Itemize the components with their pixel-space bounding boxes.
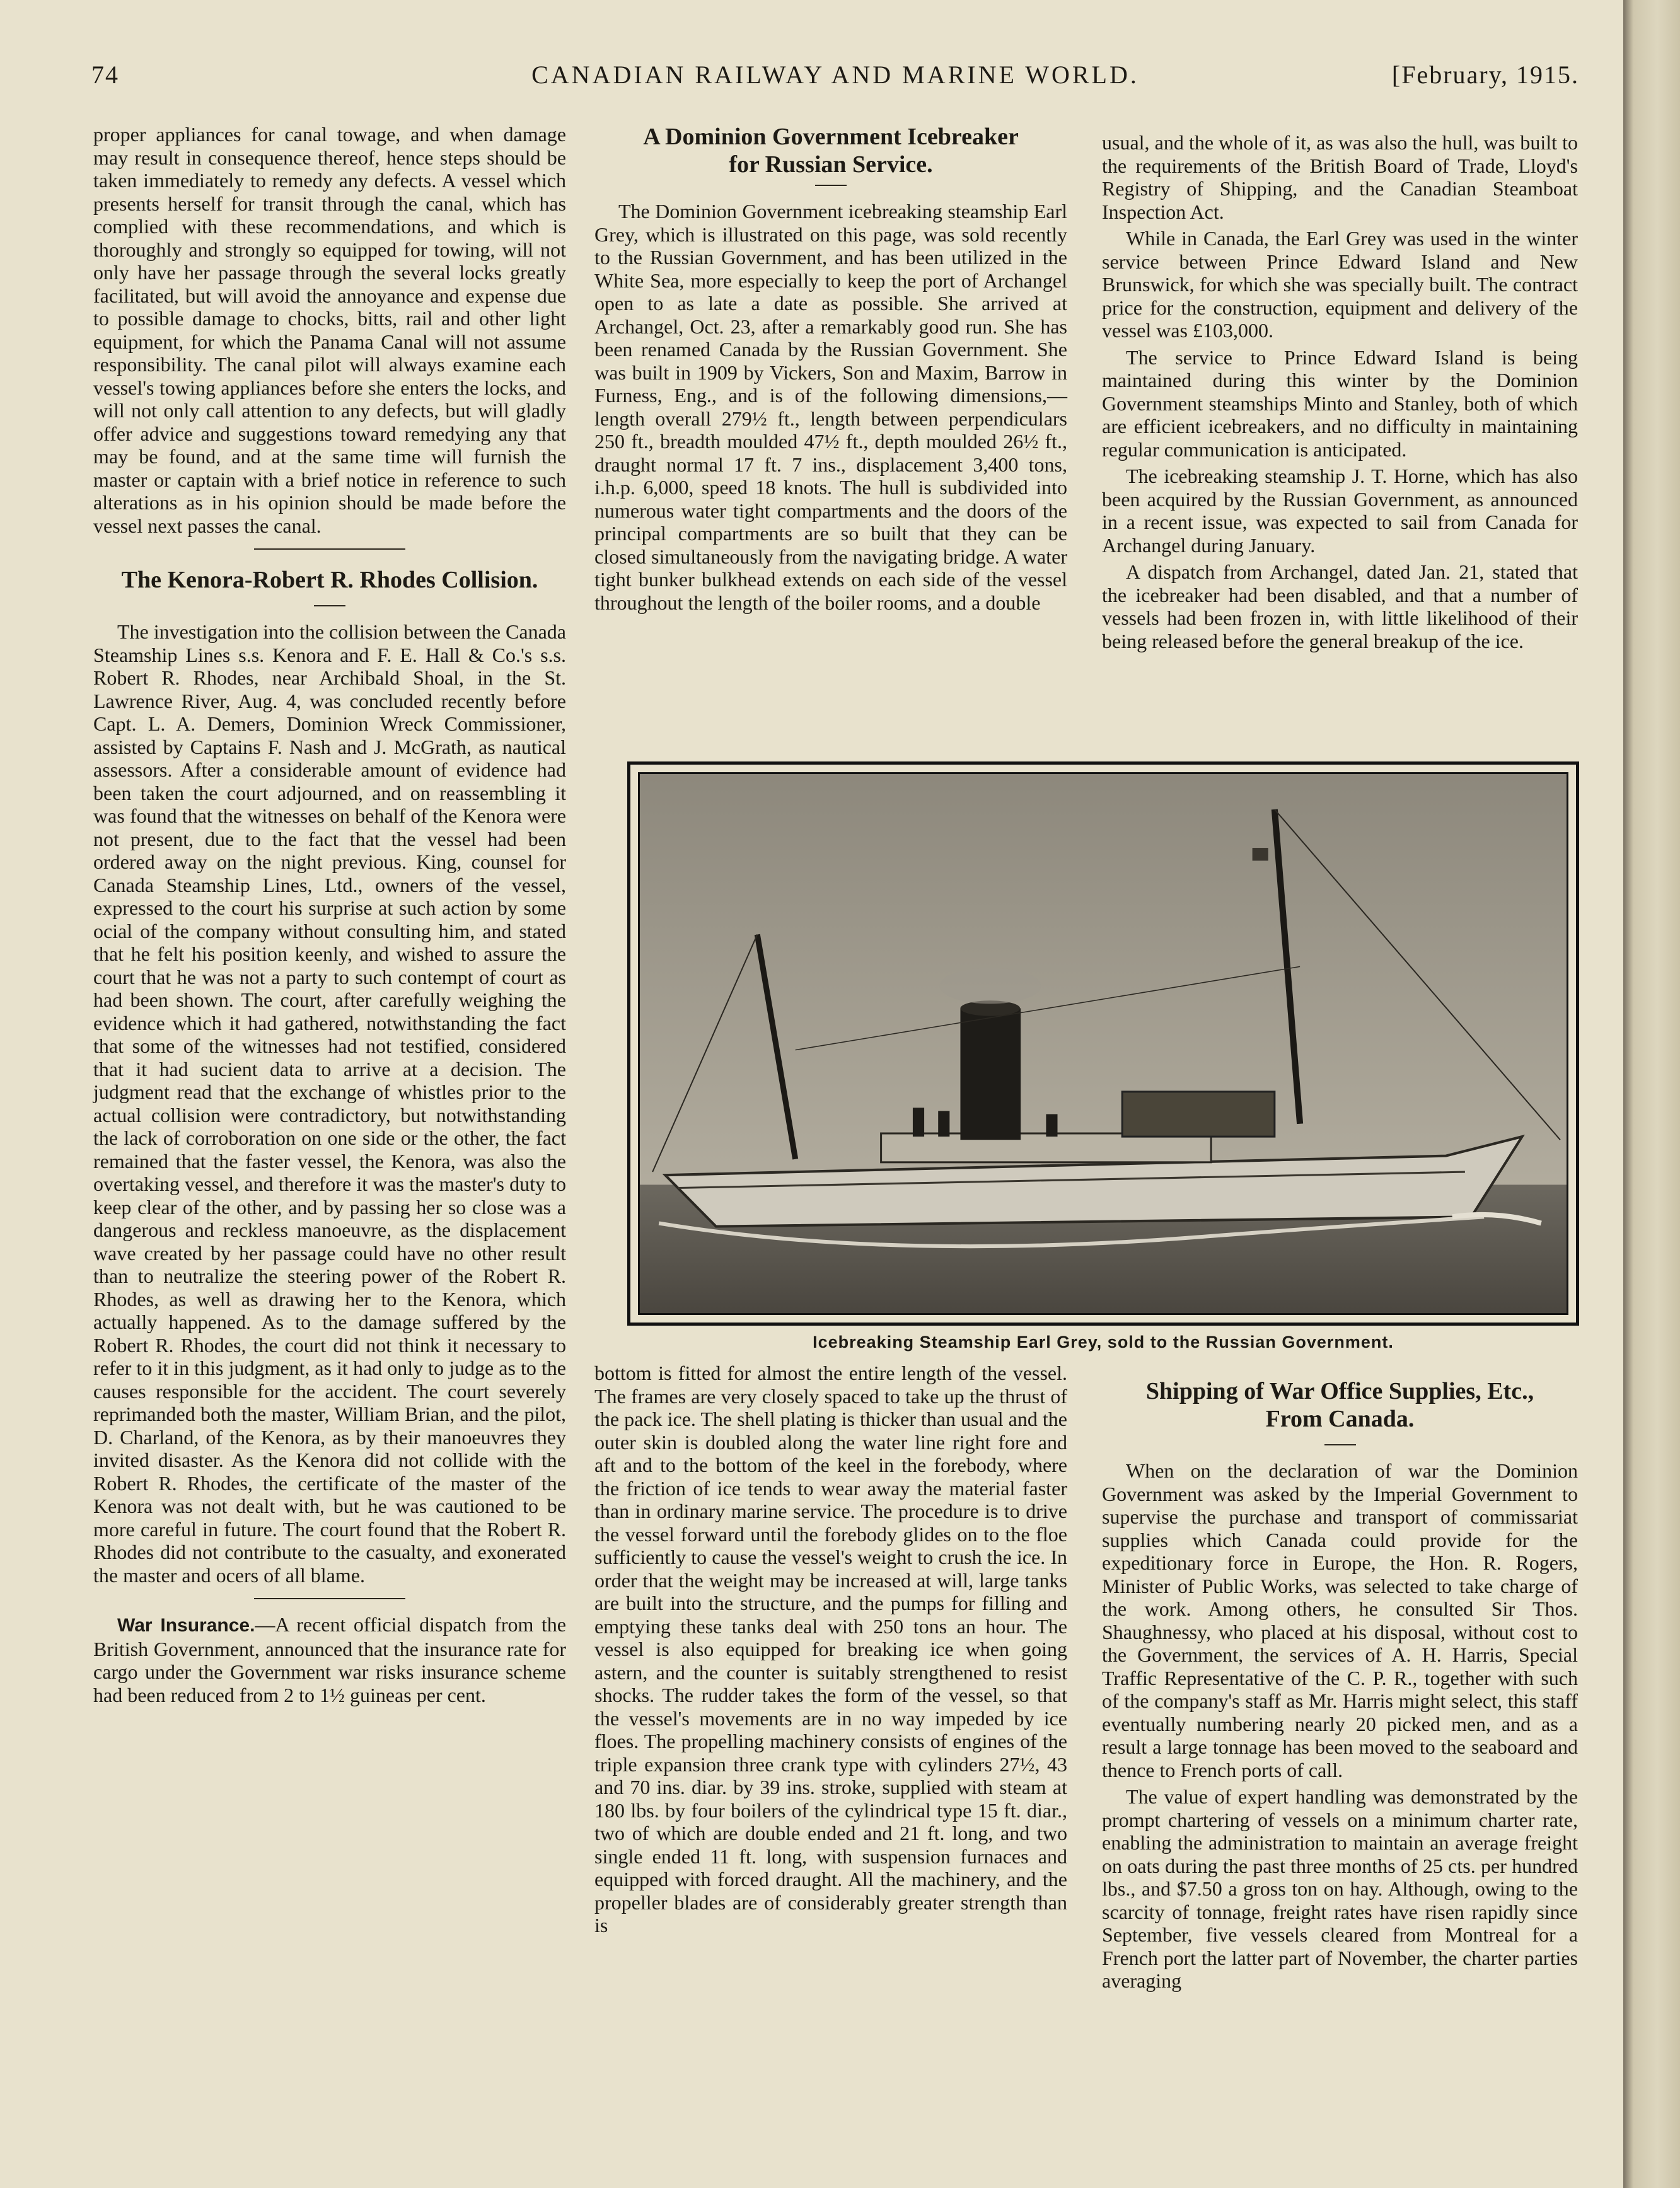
page-number: 74 xyxy=(91,61,119,89)
shipping-heading-line1: Shipping of War Office Supplies, Etc., xyxy=(1145,1378,1534,1404)
ship-photo-frame xyxy=(627,761,1579,1326)
icebreaker-para-3d: The icebreaking steamship J. T. Horne, which has also been acquired by the Russian Government, as announced in a recent issue, was expected to sail from Canada for Archangel during January. xyxy=(1102,465,1578,557)
shipping-heading xyxy=(1102,1377,1578,1433)
shipping-para-1: When on the declaration of war the Dominion Government was asked by the Imperial Government to supervise the purchase and transport of commissariat supplies which Canada could provide for the expeditionary force in Europe, the Hon. R. Rogers, Minister of Public Works, was selected to take charge of the work. Among others, he consulted Sir Thos. Shaughnessy, who placed at his disposal, without cost to the Government, the services of A. H. Harris, Special Traffic Representative of the C. P. R., together with such of the company's staff as Mr. Harris might select, this staff eventually numbering nearly 20 picked men, and as a result a large tonnage has been moved to the seaboard and thence to French ports of call. xyxy=(1102,1459,1578,1781)
icebreaker-heading-line1: A Dominion Government Icebreaker xyxy=(643,124,1019,150)
issue-date: [February, 1915. xyxy=(1391,61,1579,89)
section-divider xyxy=(254,1598,405,1599)
ship-photo xyxy=(638,772,1568,1315)
icebreaker-para-1: The Dominion Government icebreaking steamship Earl Grey, which is illustrated on this page, was sold recently to the Russian Government, and has been utilized in the White Sea, more especially to keep the port of Archangel open to as late a date as possible. She arrived at Archangel, Oct. 23, after a remarkably good run. She has been renamed Canada by the Russian Government. She was built in 1909 by Vickers, Son and Maxim, Barrow in Furness, Eng., and is of the following dimensions,—length overall 279½ ft., length between perpendiculars 250 ft., breadth moulded 47½ ft., depth moulded 26½ ft., draught normal 17 ft. 7 ins., displacement 3,400 tons, i.h.p. 6,000, speed 18 knots. The hull is subdivided into numerous water tight compartments and the doors of the principal compartments are so built that they can be closed simultaneously from the navigating bridge. A water tight bunker bulkhead extends on each side of the vessel throughout the length of the boiler rooms, and a double xyxy=(594,200,1067,614)
shipping-article xyxy=(1102,1377,1578,1996)
photo-caption: Icebreaking Steamship Earl Grey, sold to the Russian Government. xyxy=(813,1333,1394,1352)
kenora-text: The investigation into the collision between the Canada Steamship Lines s.s. Kenora and F. E. Hall & Co.'s s.s. Robert R. Rhodes, near Archibald Shoal, in the St. Lawrence River, Aug. 4, was concluded recently before Capt. L. A. Demers, Dominion Wreck Commissioner, assisted by Captains F. Nash and J. McGrath, as nautical assessors. After a considerable amount of evidence had been taken the court adjourned, and on reassembling it was found that the witnesses on behalf of the Kenora were not present, due to the fact that the vessel had been ordered away on the night previous. King, counsel for Canada Steamship Lines, Ltd., owners of the vessel, expressed to the court his surprise at such action by some ocial of the company without consulting him, and stated that he felt his position keenly, and wished to assure the court that he was not a party to such contempt of court as had been shown. The court, after carefully weighing the evidence which it had gathered, notwithstanding the fact that some of the witnesses had not testified, considered that it had sucient data to arrive at a decision. The judgment read that the exchange of whistles prior to the actual collision were contradictory, but notwithstanding the lack of corroboration on one side or the other, the fact remained that the faster vessel, the Kenora, was also the overtaking vessel, and therefore it was the master's duty to keep clear of the other, and by passing her so close was a dangerous and reckless manoeuvre, as the displacement wave created by her passage could have no other result than to neutralize the steering power of the Robert R. Rhodes, as well as drawing her to the Kenora, which actually happened. As to the damage suffered by the Robert R. Rhodes, the court did not think it necessary to refer to it in this judgment, as it had only to judge as to the causes responsible for the accident. The court severely reprimanded both the master, William Brian, and the pilot, D. Charland, of the Kenora, as by their manoeuvres they invited disaster. As the Kenora did not collide with the Robert R. Rhodes, the certificate of the master of the Kenora was not dealt with, but he was cautioned to be more careful in future. The court found that the Robert R. Rhodes did not contribute to the casualty, and exonerated the master and ocers of all blame. xyxy=(93,620,566,1587)
shipping-heading-line2: From Canada. xyxy=(1265,1406,1415,1432)
shipping-para-2: The value of expert handling was demonstrated by the prompt chartering of vessels on a minimum charter rate, enabling the administration to maintain an average freight on oats during the past three months of 25 cts. per hundred lbs., and $7.50 a gross ton on hay. Although, owing to the scarcity of tonnage, freight rates have risen rapidly since September, five vessels cleared from Montreal for a French port the latter part of November, the charter parties averaging xyxy=(1102,1785,1578,1992)
heading-rule xyxy=(1324,1444,1356,1445)
left-column xyxy=(93,123,566,1710)
icebreaker-heading-line2: for Russian Service. xyxy=(729,151,933,178)
page-gutter xyxy=(1623,0,1680,2188)
page-header xyxy=(91,60,1579,104)
icebreaker-heading xyxy=(594,123,1067,178)
icebreaker-para-3b: While in Canada, the Earl Grey was used in the winter service between Prince Edward Island and New Brunswick, for which she was specially built. The contract price for the construction, equipment and delivery of the vessel was £103,000. xyxy=(1102,227,1578,342)
icebreaker-article-bottom xyxy=(594,1362,1067,1941)
war-insurance-text: —A recent official dispatch from the British Government, announced that the insurance rate for cargo under the Government war risks insurance scheme had been reduced from 2 to 1½ guineas per cent. xyxy=(93,1613,566,1706)
icebreaker-article-top xyxy=(594,123,1067,618)
icebreaker-para-3c: The service to Prince Edward Island is being maintained during this winter by the Dominion Government steamships Minto and Stanley, both of which are efficient icebreakers, and no difficulty in maintaining regular communication is anticipated. xyxy=(1102,345,1578,461)
icebreaker-para-2: bottom is fitted for almost the entire length of the vessel. The frames are very closely spaced to take up the thrust of the pack ice. The shell plating is thicker than usual and the outer skin is doubled along the water line right fore and aft and to the bottom of the keel in the forebody, where the friction of ice tends to wear away the material faster than in ordinary marine service. The procedure is to drive the vessel forward until the forebody glides on to the floe sufficiently to cause the vessel's weight to crush the ice. In order that the weight may be increased at will, large tanks are built into the structure, and the pumps for filling and emptying these tanks deal with 250 tons an hour. The vessel is also equipped for breaking ice when going astern, and the counter is suitably strengthened to resist shocks. The rudder takes the form of the vessel, so that the vessel's movements are in no way impeded by ice floes. The propelling machinery consists of engines of the triple expansion three crank type with cylinders 27½, 43 and 70 ins. diar. by 39 ins. stroke, supplied with steam at 180 lbs. by four boilers of the cylindrical type 15 ft. diar., two of which are double ended and 21 ft. long, and two single ended 11 ft. long, with suspension furnaces and equipped with forced draught. All the machinery, and the propeller blades are of considerably greater strength than is xyxy=(594,1362,1067,1936)
kenora-heading: The Kenora-Robert R. Rhodes Collision. xyxy=(121,567,538,593)
heading-rule xyxy=(815,185,847,186)
heading-rule xyxy=(314,605,345,606)
icebreaker-para-3a: usual, and the whole of it, as was also the hull, was built to the requirements of the British Board of Trade, Lloyd's Registry of Shipping, and the Canadian Steamboat Inspection Act. xyxy=(1102,131,1578,223)
section-divider xyxy=(254,548,405,550)
war-insurance-paragraph xyxy=(93,1613,566,1706)
icebreaker-para-3e: A dispatch from Archangel, dated Jan. 21, stated that the icebreaker had been disabled, and that a number of vessels had been frozen in, with little likelihood of their being released before the general breakup of the ice. xyxy=(1102,560,1578,652)
war-insurance-runin: War Insurance. xyxy=(117,1615,255,1636)
icebreaker-article-continued xyxy=(1102,131,1578,656)
canal-article-continued: proper appliances for canal towage, and when damage may result in consequence thereof, hence steps should be taken immediately to remedy any defects. A vessel which presents herself for transit through the canal, which has complied with these recommendations, and which is thoroughly and strongly so equipped for towing, will not only have her passage through the several locks greatly facilitated, but will avoid the annoyance and expense due to possible damage to chocks, bitts, rail and other light equipment, for which the Panama Canal will not assume responsibility. The canal pilot will always examine each vessel's towing appliances before she enters the locks, and will not only call attention to any defects, but will gladly offer advice and suggestions toward remedying any that may be found, and at the same time will furnish the master or captain with a brief notice in reference to such alterations as in his opinion should be made before the vessel next passes the canal. xyxy=(93,123,566,537)
earl-grey-ship-photo xyxy=(640,774,1567,1313)
publication-title: CANADIAN RAILWAY AND MARINE WORLD. xyxy=(531,61,1139,89)
